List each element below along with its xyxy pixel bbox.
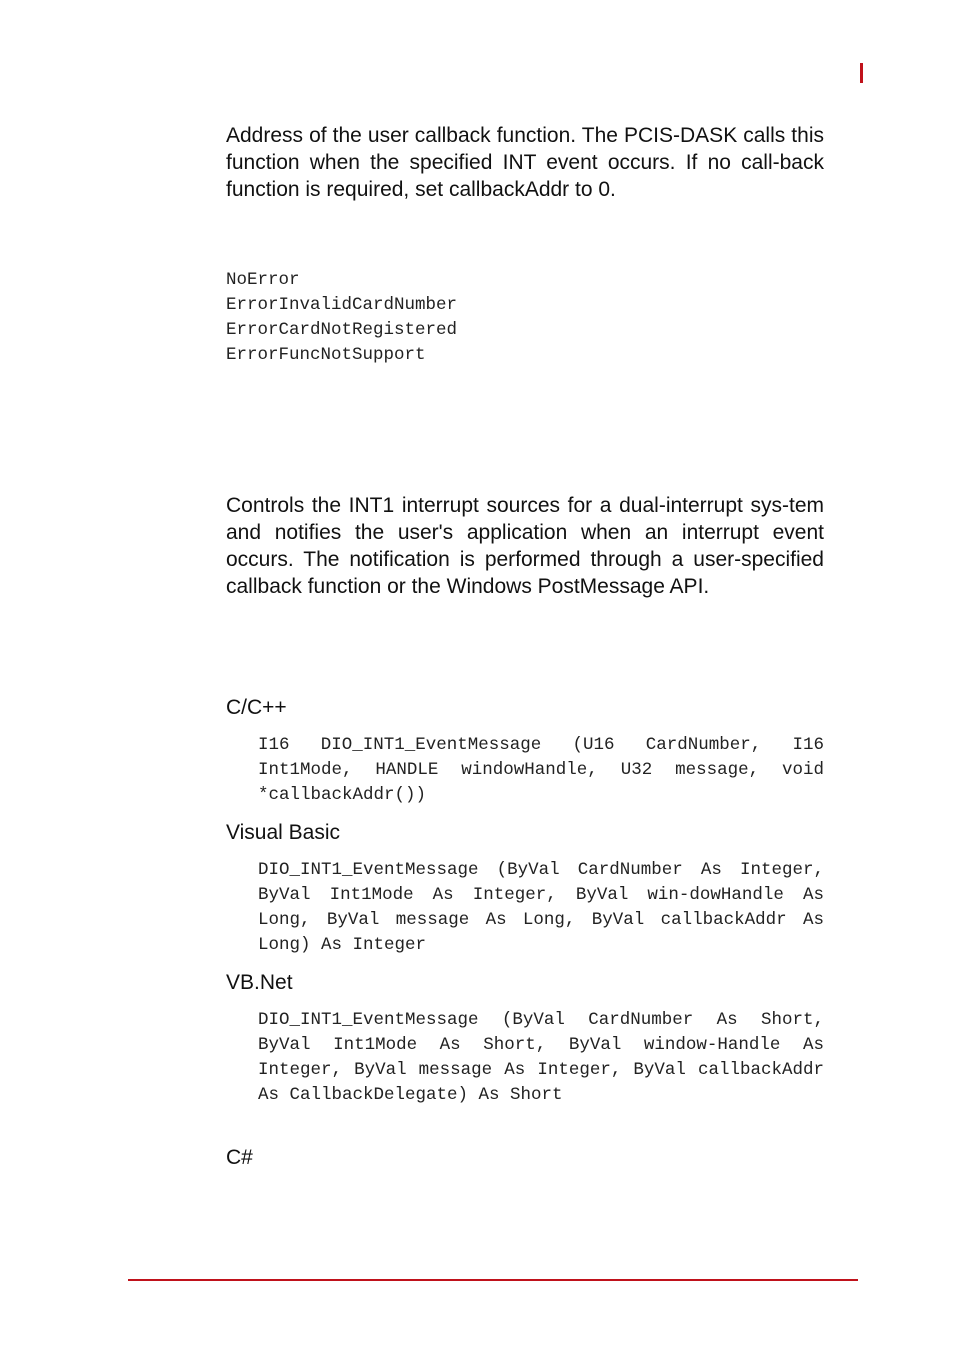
footer-rule [128, 1279, 858, 1281]
return-code: ErrorInvalidCardNumber [226, 295, 458, 315]
return-code: ErrorFuncNotSupport [226, 345, 426, 365]
header-accent-mark [860, 63, 863, 83]
function-description: Controls the INT1 interrupt sources for a dual-interrupt sys-tem and notifies the user's application when an interrupt event occurs. The notification is performed through a user-specified callback function or the Windows PostMessage API. [226, 494, 824, 598]
return-codes-list [226, 268, 457, 368]
callback-addr-description: Address of the user callback function. The PCIS-DASK calls this function when the specified INT event occurs. If no call-back function is required, set callbackAddr to 0. [226, 124, 824, 201]
syntax-code-vbnet: DIO_INT1_EventMessage (ByVal CardNumber As Short, ByVal Int1Mode As Short, ByVal window-Handle As Integer, ByVal message As Integer, ByVal callbackAddr As CallbackDelegate) As Short [258, 1010, 824, 1105]
syntax-label-vbnet: VB.Net [226, 971, 293, 994]
syntax-label-csharp: C# [226, 1146, 253, 1169]
syntax-code-c: I16 DIO_INT1_EventMessage (U16 CardNumber, I16 Int1Mode, HANDLE windowHandle, U32 message, void *callbackAddr()) [258, 735, 824, 805]
syntax-label-c: C/C++ [226, 696, 287, 719]
return-code: NoError [226, 270, 300, 290]
syntax-label-vb: Visual Basic [226, 821, 341, 844]
syntax-code-vb: DIO_INT1_EventMessage (ByVal CardNumber As Integer, ByVal Int1Mode As Integer, ByVal win-dowHandle As Long, ByVal message As Long, ByVal callbackAddr As Long) As Integer [258, 860, 824, 955]
return-code: ErrorCardNotRegistered [226, 320, 458, 340]
